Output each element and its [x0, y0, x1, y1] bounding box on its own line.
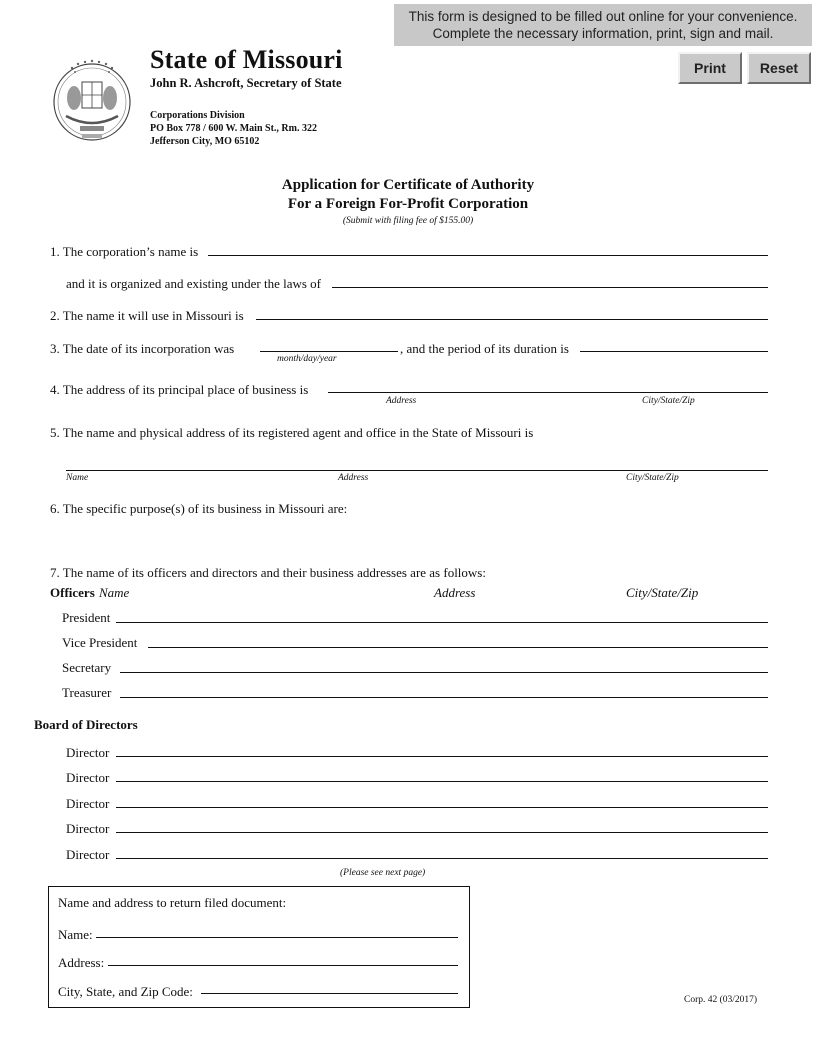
- director-1-label: Director: [66, 745, 110, 760]
- return-box-heading: Name and address to return filed document:: [58, 895, 287, 910]
- laws-of-field[interactable]: [332, 287, 768, 288]
- director-5-label: Director: [66, 847, 110, 862]
- q3-duration-label: , and the period of its duration is: [400, 341, 569, 356]
- director-4-field[interactable]: [116, 832, 768, 833]
- online-notice: [394, 4, 812, 46]
- officer-secretary-field[interactable]: [120, 672, 768, 673]
- q1-label: 1. The corporation’s name is: [50, 244, 199, 259]
- q4-city-caption: City/State/Zip: [642, 396, 695, 406]
- director-1-field[interactable]: [116, 756, 768, 757]
- reset-button[interactable]: Reset: [747, 52, 811, 84]
- return-address-field[interactable]: [108, 965, 458, 966]
- registered-agent-field[interactable]: [66, 470, 768, 471]
- officers-heading: Officers: [50, 585, 95, 600]
- division-address: PO Box 778 / 600 W. Main St., Rm. 322: [150, 123, 317, 134]
- director-3-label: Director: [66, 796, 110, 811]
- print-button[interactable]: Print: [678, 52, 742, 84]
- incorporation-date-field[interactable]: [260, 351, 398, 352]
- filing-fee-note: (Submit with filing fee of $155.00): [342, 216, 474, 226]
- officers-col-name: Name: [99, 585, 130, 600]
- return-city-field[interactable]: [201, 993, 458, 994]
- director-3-field[interactable]: [116, 807, 768, 808]
- q1b-label: and it is organized and existing under the laws of: [66, 276, 322, 291]
- officer-vice-president-field[interactable]: [148, 647, 768, 648]
- see-next-page-note: (Please see next page): [340, 868, 426, 878]
- date-caption: month/day/year: [277, 354, 337, 364]
- q4-label: 4. The address of its principal place of business is: [50, 382, 309, 397]
- return-address-box: [48, 886, 470, 1008]
- q4-address-caption: Address: [386, 396, 417, 406]
- q5-city-caption: City/State/Zip: [626, 473, 679, 483]
- q5-label: 5. The name and physical address of its registered agent and office in the State of Missouri is: [50, 425, 534, 440]
- q7-label: 7. The name of its officers and directors and their business addresses are as follows:: [50, 565, 486, 580]
- business-purpose-field[interactable]: [66, 518, 768, 560]
- officer-treasurer-field[interactable]: [120, 697, 768, 698]
- state-seal-icon: [52, 54, 132, 150]
- return-city-label: City, State, and Zip Code:: [58, 984, 193, 999]
- return-address-label: Address:: [58, 955, 105, 970]
- q3-label: 3. The date of its incorporation was: [50, 341, 235, 356]
- director-2-label: Director: [66, 770, 110, 785]
- notice-line-1: This form is designed to be filled out online for your convenience.: [408, 9, 798, 24]
- director-2-field[interactable]: [116, 781, 768, 782]
- officer-treasurer-label: Treasurer: [62, 685, 112, 700]
- officer-vice-president-label: Vice President: [62, 635, 138, 650]
- principal-address-field[interactable]: [328, 392, 768, 393]
- return-name-label: Name:: [58, 927, 93, 942]
- form-title-line-2: For a Foreign For-Profit Corporation: [287, 196, 529, 212]
- division-city: Jefferson City, MO 65102: [150, 136, 260, 147]
- form-number: Corp. 42 (03/2017): [684, 995, 758, 1005]
- officer-president-label: President: [62, 610, 111, 625]
- director-4-label: Director: [66, 821, 110, 836]
- q2-label: 2. The name it will use in Missouri is: [50, 308, 244, 323]
- notice-line-2: Complete the necessary information, print, sign and mail.: [432, 26, 774, 41]
- division-name: Corporations Division: [150, 110, 245, 121]
- secretary-name: John R. Ashcroft, Secretary of State: [150, 76, 342, 90]
- director-5-field[interactable]: [116, 858, 768, 859]
- officer-president-field[interactable]: [116, 622, 768, 623]
- duration-field[interactable]: [580, 351, 768, 352]
- missouri-name-field[interactable]: [256, 319, 768, 320]
- q5-name-caption: Name: [66, 473, 89, 483]
- form-title-line-1: Application for Certificate of Authority: [281, 177, 535, 193]
- q6-label: 6. The specific purpose(s) of its business in Missouri are:: [50, 501, 348, 516]
- officers-col-address: Address: [434, 585, 476, 600]
- state-title: State of Missouri: [150, 45, 343, 74]
- corporation-name-field[interactable]: [208, 255, 768, 256]
- q5-address-caption: Address: [338, 473, 369, 483]
- return-name-field[interactable]: [96, 937, 458, 938]
- directors-heading: Board of Directors: [34, 717, 138, 732]
- officer-secretary-label: Secretary: [62, 660, 112, 675]
- officers-col-city: City/State/Zip: [626, 585, 699, 600]
